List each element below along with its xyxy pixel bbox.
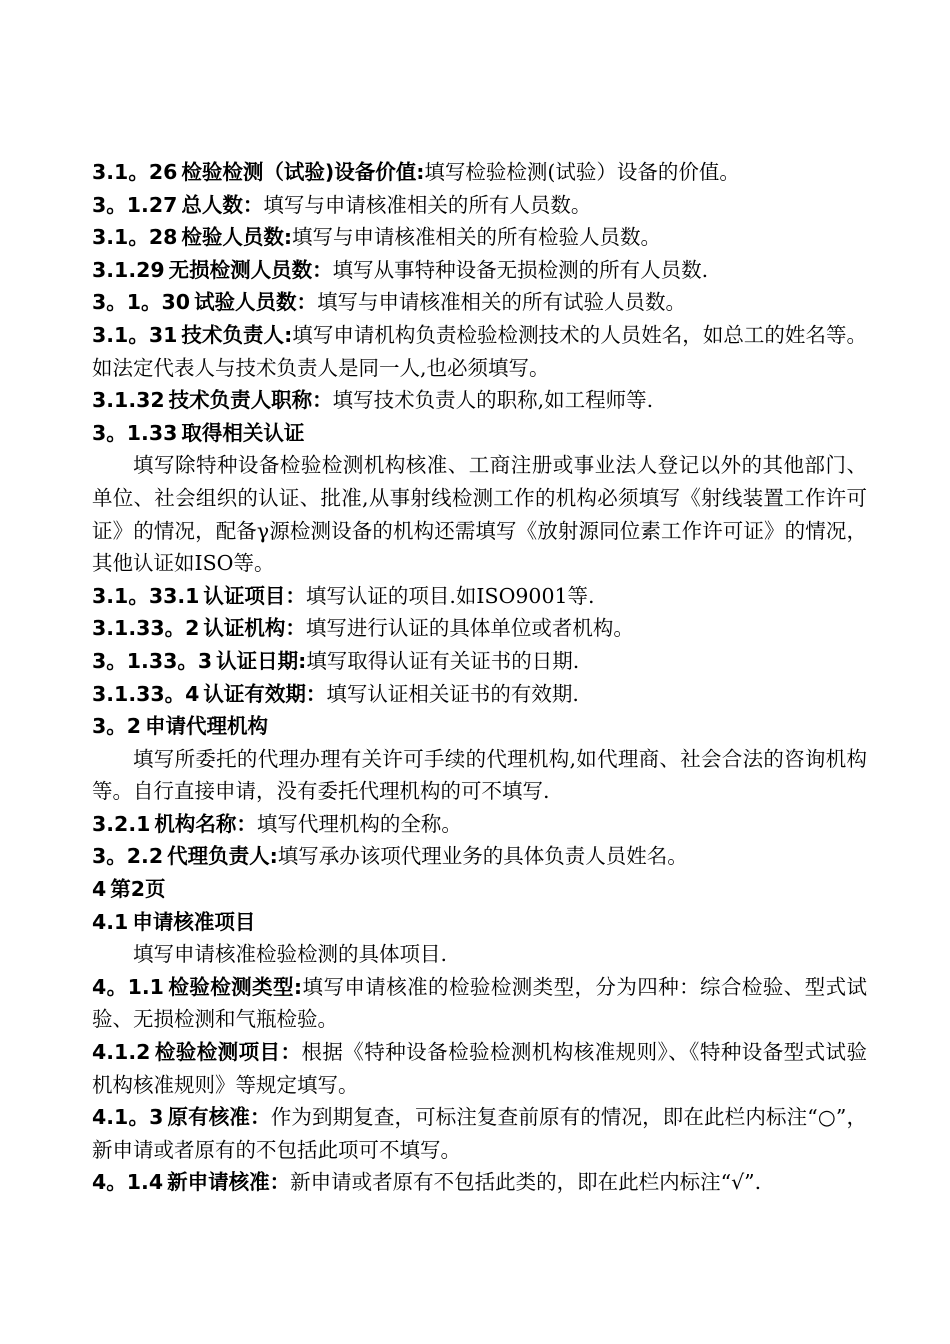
item-term: 取得相关认证 — [181, 420, 305, 445]
section-3-1-33-heading — [92, 417, 867, 450]
item-3-1-32 — [92, 384, 867, 417]
item-description: 填写代理机构的全称。 — [256, 811, 462, 836]
section-4-1-paragraph: 填写申请核准检验检测的具体项目. — [133, 942, 448, 967]
section-3-2-paragraph: 填写所委托的代理办理有关许可手续的代理机构,如代理商、社会合法的咨询机构等。自行直接申请，没有委托代理机构的可不填写. — [92, 746, 867, 804]
item-term: 认证项目： — [203, 583, 306, 608]
item-number: 3。1.27 — [92, 192, 178, 217]
item-term: 申请代理机构 — [145, 714, 269, 739]
item-description: 填写检验检测(试验）设备的价值。 — [424, 160, 740, 184]
item-term: 第2页 — [110, 877, 166, 902]
item-description: 填写认证相关证书的有效期. — [326, 681, 579, 706]
item-number: 4.1 — [92, 909, 129, 934]
item-number: 3.1.33。4 — [92, 681, 200, 706]
item-description: 填写技术负责人的职称,如工程师等. — [332, 388, 654, 413]
item-term: 无损检测人员数： — [168, 257, 333, 282]
item-description: 新申请或者原有不包括此类的，即在此栏内标注“√”. — [290, 1170, 762, 1195]
item-3-1-31 — [92, 319, 867, 384]
item-description: 填写与申请核准相关的所有试验人员数。 — [317, 290, 687, 315]
item-description: 作为到期复查，可标注复查前原有的情况，即在此栏内标注“○”，新申请或者原有的不包括此项可不填写。 — [92, 1105, 867, 1162]
item-number: 3。1.33。3 — [92, 648, 213, 673]
item-3-2-1 — [92, 808, 867, 841]
item-term: 认证有效期： — [203, 681, 327, 706]
section-3-2-heading — [92, 710, 867, 743]
section-4-1-heading — [92, 906, 867, 939]
item-4-1-2 — [92, 1036, 867, 1101]
item-term: 技术负责人: — [181, 322, 293, 347]
item-term: 原有核准： — [167, 1105, 271, 1130]
page-2-heading — [92, 873, 867, 906]
item-number: 4。1.4 — [92, 1170, 164, 1195]
item-term: 技术负责人职称： — [168, 388, 333, 413]
item-number: 3.1。31 — [92, 322, 178, 347]
item-3-1-33-3 — [92, 645, 867, 678]
item-3-1-33-4 — [92, 678, 867, 711]
item-number: 3.2.1 — [92, 811, 151, 836]
item-description: 填写进行认证的具体单位或者机构。 — [305, 616, 634, 641]
item-number: 3。1.33 — [92, 420, 178, 445]
item-term: 总人数： — [181, 192, 264, 217]
item-term: 新申请核准： — [167, 1170, 291, 1195]
item-description: 填写认证的项目.如ISO9001等. — [305, 583, 595, 608]
item-number: 3.1.33。2 — [92, 616, 200, 641]
item-term: 检验检测类型: — [167, 974, 303, 999]
item-description: 填写从事特种设备无损检测的所有人员数. — [332, 257, 709, 282]
item-3-1-26 — [92, 156, 867, 189]
item-3-2-2 — [92, 840, 867, 873]
section-3-1-33-paragraph: 填写除特种设备检验检测机构核准、工商注册或事业法人登记以外的其他部门、单位、社会组织的认证、批准,从事射线检测工作的机构必须填写《射线装置工作许可证》的情况，配备γ源检测设备的机构还需填写《放射源同位素工作许可证》的情况，其他认证如ISO等。 — [92, 453, 867, 576]
document-body — [92, 156, 867, 1199]
item-4-1-3 — [92, 1101, 867, 1166]
item-description: 填写与申请核准相关的所有人员数。 — [263, 192, 592, 217]
item-3-1-27 — [92, 189, 867, 222]
item-term: 检验人员数: — [181, 225, 293, 250]
item-term: 机构名称： — [154, 811, 257, 836]
item-description: 填写与申请核准相关的所有检验人员数。 — [292, 225, 662, 250]
item-3-1-29 — [92, 254, 867, 287]
item-description: 填写申请核准的检验检测类型，分为四种：综合检验、型式试验、无损检测和气瓶检验。 — [92, 974, 867, 1032]
item-term: 认证日期: — [216, 648, 307, 673]
item-number: 4。1.1 — [92, 974, 164, 999]
item-3-1-33-1 — [92, 580, 867, 613]
item-term: 认证机构： — [203, 616, 306, 641]
item-number: 4 — [92, 877, 107, 902]
item-3-1-33-2 — [92, 612, 867, 645]
item-description: 根据《特种设备检验检测机构核准规则》、《特种设备型式试验机构核准规则》等规定填写。 — [92, 1040, 868, 1097]
item-number: 4.1.2 — [92, 1040, 151, 1065]
item-term: 试验人员数： — [194, 290, 318, 315]
item-description: 填写承办该项代理业务的具体负责人员姓名。 — [277, 844, 688, 869]
item-4-1-4 — [92, 1166, 867, 1199]
item-3-1-30 — [92, 286, 867, 319]
item-number: 3.1.29 — [92, 257, 165, 282]
item-number: 3.1。28 — [92, 225, 178, 250]
item-term: 代理负责人: — [167, 844, 278, 869]
item-number: 3。2.2 — [92, 844, 164, 869]
item-description: 填写取得认证有关证书的日期. — [306, 648, 580, 673]
item-number: 3.1.32 — [92, 388, 165, 413]
item-number: 3。2 — [92, 714, 142, 739]
item-term: 检验检测项目： — [154, 1040, 302, 1065]
item-term: 申请核准项目 — [132, 909, 256, 934]
item-3-1-28 — [92, 221, 867, 254]
item-4-1-1 — [92, 971, 867, 1036]
item-number: 3.1。26 — [92, 160, 178, 184]
item-term: 检验检测（试验)设备价值: — [181, 160, 425, 184]
item-description: 填写申请机构负责检验检测技术的人员姓名，如总工的姓名等。如法定代表人与技术负责人是同一人,也必须填写。 — [92, 322, 868, 380]
item-number: 3。1。30 — [92, 290, 191, 315]
item-number: 3.1。33.1 — [92, 583, 200, 608]
item-number: 4.1。3 — [92, 1105, 164, 1130]
